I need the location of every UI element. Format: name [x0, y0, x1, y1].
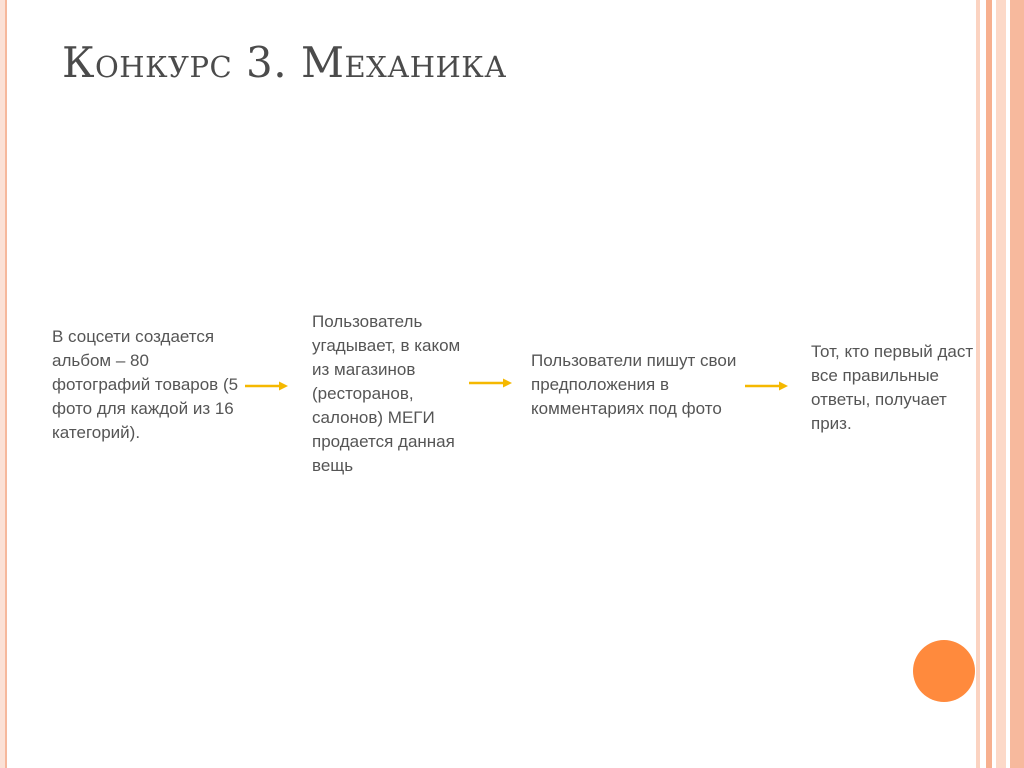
step-3-text: Пользователи пишут свои предположения в комментариях под фото: [531, 351, 737, 418]
arrow-right-icon: [245, 380, 289, 392]
arrow-right-icon: [745, 380, 789, 392]
step-4-text: Тот, кто первый даст все правильные ответы, получает приз.: [811, 342, 974, 433]
right-stripes-decoration: [976, 0, 1024, 768]
step-1-text: В соцсети создается альбом – 80 фотографий товаров (5 фото для каждой из 16 категорий).: [52, 327, 239, 442]
arrow-right-icon: [469, 377, 513, 389]
slide-title: Конкурс 3. Механика: [62, 38, 507, 87]
orange-circle-icon: [913, 640, 975, 702]
left-border-decoration: [0, 0, 10, 768]
step-2-text: Пользователь угадывает, в каком из магазинов (ресторанов, салонов) МЕГИ продается данная вещь: [312, 312, 461, 475]
